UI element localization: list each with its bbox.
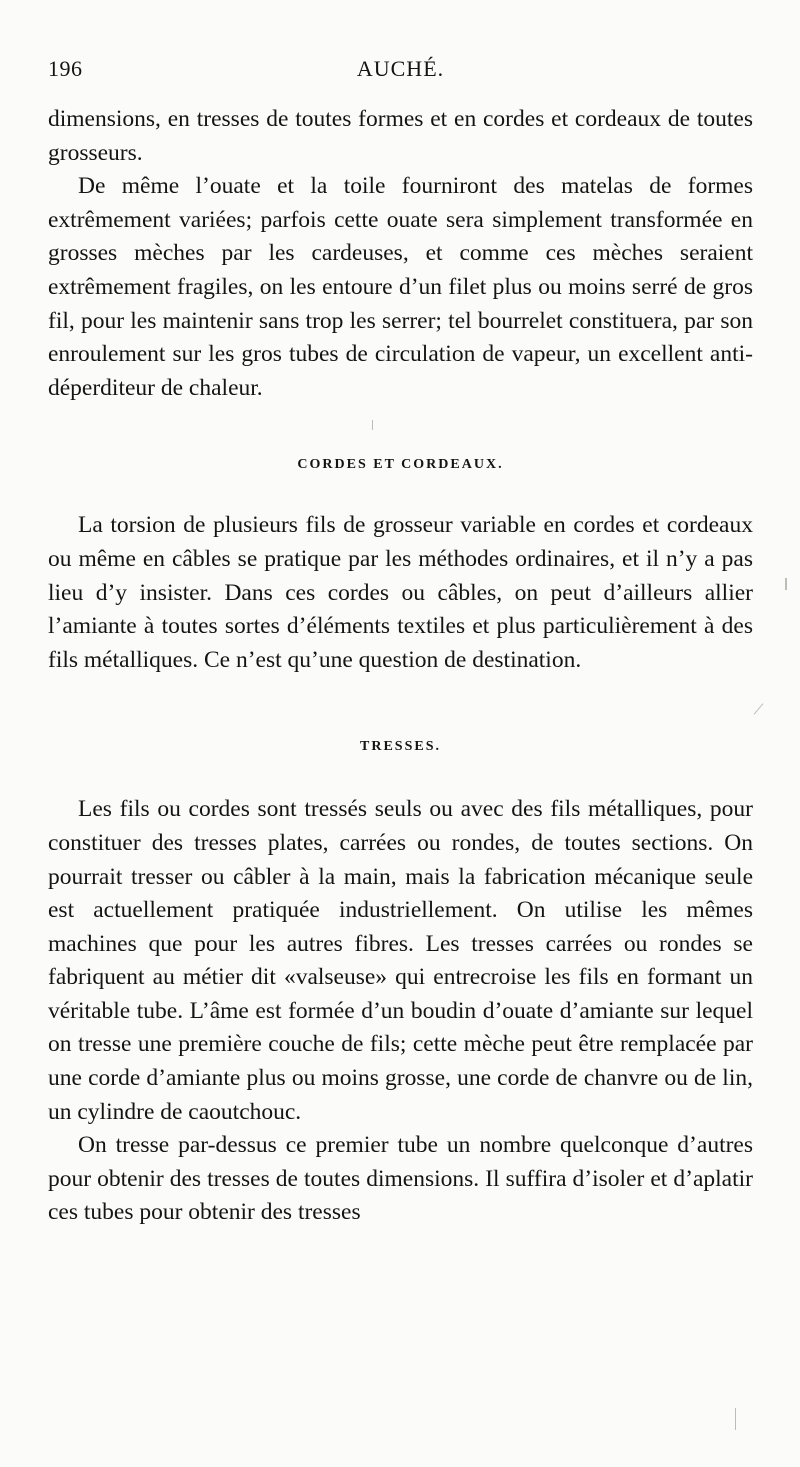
paragraph-ouate: De même l’ouate et la toile fourniront des matelas de formes extrêmement variées; parfois cette ouate sera simplement transformée en grosses mèches par les cardeuses, et comme ces mèches seraient extrêmement fragiles, on les entoure d’un filet plus ou moins serré de gros fil, pour les maintenir sans trop les serrer; tel bourrelet constituera, par son enroulement sur les gros tubes de circulation de vapeur, un excellent anti-déperditeur de chaleur. [48,173,753,401]
paragraph-torsion: La torsion de plusieurs fils de grosseur variable en cordes et cordeaux ou même en câbles se pratique par les méthodes ordinaires, et il n’y a pas lieu d’y insister. Dans ces cordes ou câbles, on peut d’ailleurs allier l’amiante à toutes sortes d’éléments textiles et plus particulièrement à des fils métalliques. Ce n’est qu’une question de destination. [48,512,753,673]
paragraph-continuation: dimensions, en tresses de toutes formes et en cordes et cordeaux de toutes grosseurs. [48,106,753,166]
section-heading-tresses: TRESSES. [360,739,441,755]
running-title: AUCHÉ. [356,56,445,81]
paragraph-tresse-dessus: On tresse par-dessus ce premier tube un nombre quelconque d’autres pour obtenir des tresses de toutes dimensions. Il suffira d’isoler et d’aplatir ces tubes pour obtenir des tresses [48,1132,753,1226]
section-heading-cordes: CORDES ET CORDEAUX. [297,457,504,473]
paragraph-tresses: Les fils ou cordes sont tressés seuls ou avec des fils métalliques, pour constituer des tresses plates, carrées ou rondes, de toutes sections. On pourrait tresser ou câbler à la main, mais la fabrication mécanique seule est actuellement pratiquée industriellement. On utilise les mêmes machines que pour les autres fibres. Les tresses carrées ou rondes se fabriquent au métier dit «valseuse» qui entrecroise les fils en formant un véritable tube. L’âme est formée d’un boudin d’ouate d’amiante sur lequel on tresse une première couche de fils; cette mèche peut être remplacée par une corde d’amiante plus ou moins grosse, une corde de chanvre ou de lin, un cylindre de caoutchouc. [48,796,753,1125]
scan-speck [735,1408,736,1430]
scan-speck [372,420,373,430]
scan-speck [754,703,764,714]
book-page [48,56,753,1230]
scan-speck [785,578,787,590]
running-head [48,56,753,86]
page-number: 196 [48,56,83,81]
